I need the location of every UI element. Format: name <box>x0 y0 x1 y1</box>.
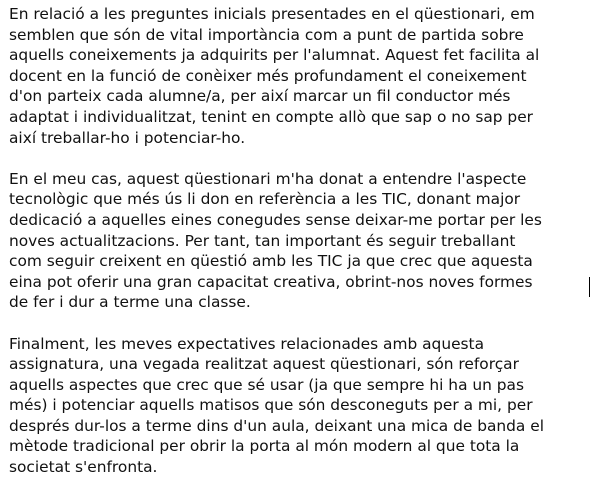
text-line: més) i potenciar aquells matisos que són desconeguts per a mi, per <box>9 396 533 415</box>
paragraph-3 <box>9 334 601 478</box>
text-line: com seguir creixent en qüestió amb les TIC ja que crec que aquesta <box>9 252 533 271</box>
text-line: després dur-los a terme dins d'un aula, deixant una mica de banda el <box>9 416 544 435</box>
text-line: eina pot oferir una gran capacitat creativa, obrint-nos noves formes <box>9 272 533 291</box>
paragraph-2 <box>9 169 601 313</box>
text-line: semblen que són de vital importància com a punt de partida sobre <box>9 25 524 44</box>
text-line: societat s'enfronta. <box>9 458 158 477</box>
text-line: mètode tradicional per obrir la porta al món modern al que tota la <box>9 437 520 456</box>
paragraph-1 <box>9 4 601 148</box>
text-line: aquells aspectes que crec que sé usar (ja que sempre hi ha un pas <box>9 375 525 394</box>
text-line: de fer i dur a terme una classe. <box>9 293 251 312</box>
text-line: aquells coneixements ja adquirits per l'alumnat. Aquest fet facilita al <box>9 46 540 65</box>
text-line: En el meu cas, aquest qüestionari m'ha donat a entendre l'aspecte <box>9 169 527 188</box>
text-line: docent en la funció de conèixer més profundament el coneixement <box>9 66 527 85</box>
text-line: tecnològic que més ús li don en referència a les TIC, donant major <box>9 190 521 209</box>
text-line: En relació a les preguntes inicials presentades en el qüestionari, em <box>9 5 535 23</box>
document-body[interactable] <box>9 4 601 498</box>
text-cursor <box>589 277 590 297</box>
text-line: d'on parteix cada alumne/a, per així marcar un fil conductor més <box>9 87 511 106</box>
text-line: noves actualitzacions. Per tant, tan important és seguir treballant <box>9 231 516 250</box>
text-line: dedicació a aquelles eines conegudes sense deixar-me portar per les <box>9 210 542 229</box>
text-line: Finalment, les meves expectatives relacionades amb aquesta <box>9 334 485 353</box>
text-line: adaptat i individualitzat, tenint en compte allò que sap o no sap per <box>9 107 533 126</box>
text-line: assignatura, una vegada realitzat aquest qüestionari, són reforçar <box>9 355 519 374</box>
text-line: així treballar-ho i potenciar-ho. <box>9 128 246 147</box>
